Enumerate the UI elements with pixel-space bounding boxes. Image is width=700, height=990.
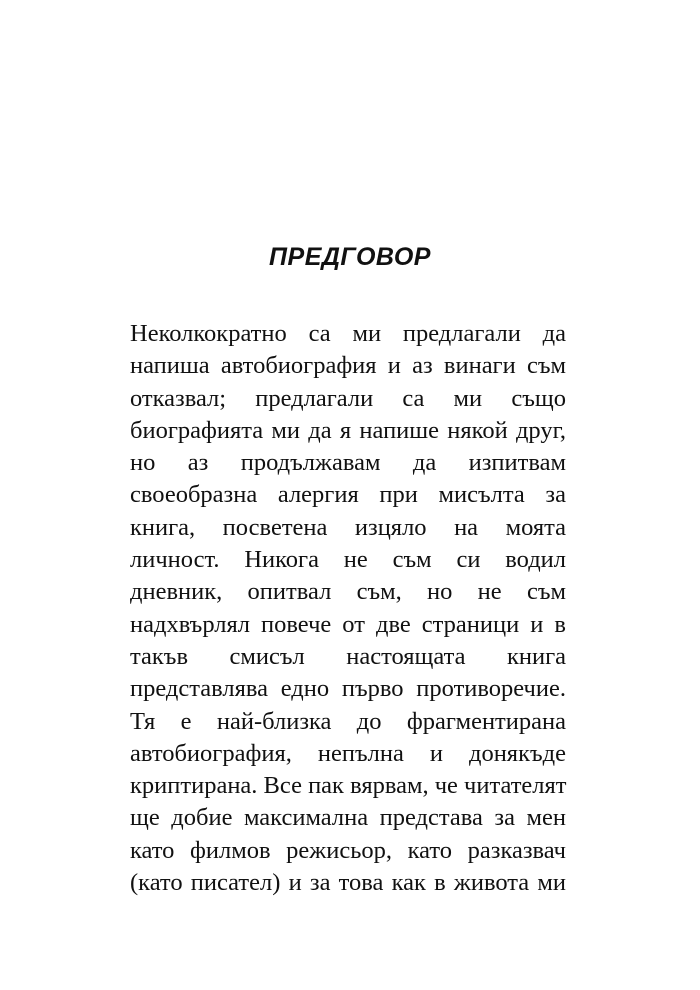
text-line: Тя е най-близка до фрагментирана: [130, 707, 566, 735]
text-line: Неколкократно са ми предлагали да: [130, 320, 566, 347]
text-line: автобиография, непълна и донякъде: [130, 739, 566, 767]
text-line: представлява едно първо противоречие.: [130, 675, 566, 703]
text-line: личност. Никога не съм си водил: [130, 546, 566, 574]
text-line: като филмов режисьор, като разказвач: [130, 836, 566, 864]
text-line: такъв смисъл настоящата книга: [130, 642, 566, 670]
body-paragraph: [130, 318, 566, 899]
text-line: биографията ми да я напише някой друг,: [130, 416, 566, 444]
text-line: но аз продължавам да изпитвам: [130, 449, 566, 477]
text-line: дневник, опитвал съм, но не съм: [130, 578, 566, 606]
text-line: (като писател) и за това как в живота ми: [130, 869, 566, 897]
text-line: криптирана. Все пак вярвам, че читателят: [130, 772, 567, 800]
text-line: книга, посветена изцяло на моята: [130, 513, 566, 541]
text-line: отказвал; предлагали са ми също: [130, 384, 566, 412]
chapter-heading: ПРЕДГОВОР: [269, 243, 431, 271]
text-line: надхвърлял повече от две страници и в: [130, 610, 566, 638]
text-line: своеобразна алергия при мисълта за: [130, 481, 566, 509]
text-line: напиша автобиография и аз винаги съм: [130, 352, 566, 380]
text-line: ще добие максимална представа за мен: [130, 804, 566, 832]
